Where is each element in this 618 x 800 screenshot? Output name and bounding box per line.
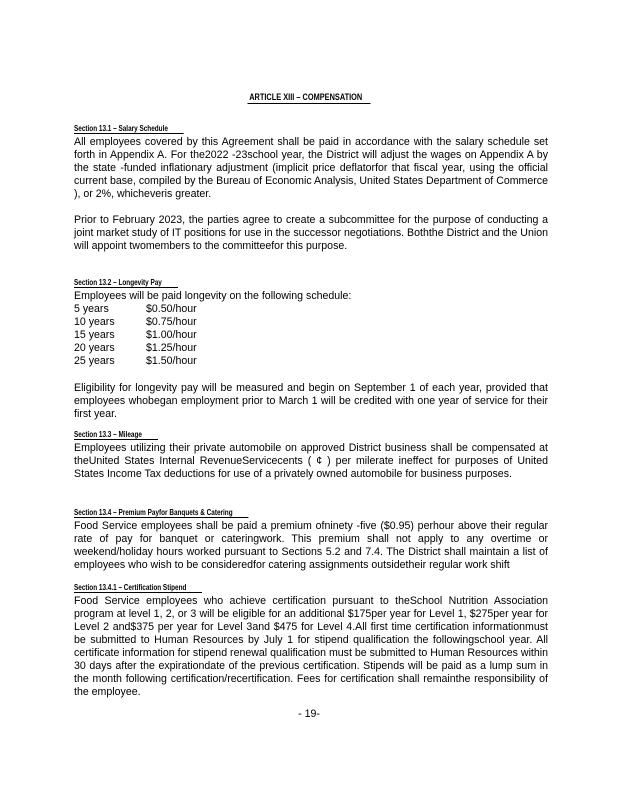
rate-cell: $0.50/hour: [146, 303, 197, 315]
section-certification-stipend: [74, 577, 548, 699]
article-title: ARTICLE XIII – COMPENSATION: [56, 92, 563, 104]
rate-cell: $1.50/hour: [146, 355, 197, 367]
section-premium-pay: [74, 502, 548, 572]
section-heading: Section 13.3 – Mileage: [74, 430, 158, 440]
table-row: [74, 329, 197, 342]
years-cell: 20 years: [74, 342, 115, 354]
section-heading: Section 13.4 – Premium Payfor Banquets & Catering: [74, 508, 249, 518]
paragraph: Employees will be paid longevity on the following schedule:: [74, 290, 352, 302]
section-heading: Section 13.1 – Salary Schedule: [74, 124, 184, 134]
years-cell: 5 years: [74, 303, 109, 315]
longevity-schedule-table: [74, 303, 197, 368]
section-heading: Section 13.4.1 – Certification Stipend: [74, 583, 202, 593]
years-cell: 10 years: [74, 316, 115, 328]
table-row: [74, 342, 197, 355]
paragraph: Employees utilizing their private automobile on approved District business shall be compensated at theUnited States Internal RevenueServicecents ( ¢ ) per milerate ineffect for purposes of United States Income Tax deductions for use of a privately owned automobile for business purposes.: [74, 442, 548, 480]
paragraph: Prior to February 2023, the parties agree to create a subcommittee for the purpose of conducting a joint market study of IT positions for use in the successor negotiations. Boththe District and the Union will appoint twomembers to the committeefor this purpose.: [74, 214, 548, 252]
rate-cell: $1.00/hour: [146, 329, 197, 341]
section-salary-schedule: [74, 118, 548, 253]
table-row: [74, 355, 197, 368]
paragraph: Eligibility for longevity pay will be measured and begin on September 1 of each year, provided that employees whobegan employment prior to March 1 will be credited with one year of service for their first year.: [74, 382, 548, 420]
paragraph: Food Service employees shall be paid a premium ofninety -five ($0.95) perhour above their regular rate of pay for banquet or cateringwork. This premium shall not apply to any overtime or weekend/holiday hours worked pursuant to Sections 5.2 and 7.4. The District shall maintain a list of employees who wish to be consideredfor catering assignments outsidetheir regular work shift: [74, 520, 548, 571]
section-heading: Section 13.2 – Longevity Pay: [74, 278, 178, 288]
rate-cell: $1.25/hour: [146, 342, 197, 354]
paragraph: Food Service employees who achieve certification pursuant to theSchool Nutrition Association program at level 1, 2, or 3 will be eligible for an additional $175per year for Level 1, $275per year for Level 2 and$375 per year for Level 3and $475 for Level 4.All first time certification informationmust be submitted to Human Resources by July 1 for stipend qualification the followingschool year. All certificate information for stipend renewal qualification must be submitted to Human Resources within 30 days after the expirationdate of the previous certification. Stipends will be paid as a lump sum in the month following certification/recertification. Fees for certification shall remainthe responsibility of the employee.: [74, 595, 549, 698]
years-cell: 25 years: [74, 355, 115, 367]
section-longevity-pay: [74, 272, 548, 421]
years-cell: 15 years: [74, 329, 115, 341]
paragraph: All employees covered by this Agreement shall be paid in accordance with the salary schedule set forth in Appendix A. For the2022 -23school year, the District will adjust the wages on Appendix A by the state -funded inflationary adjustment (implicit price deflatorfor that fiscal year, using the official current base, compiled by the Bureau of Economic Analysis, United States Department of Commerce ), or 2%, whicheveris greater.: [74, 136, 548, 200]
rate-cell: $0.75/hour: [146, 316, 197, 328]
section-mileage: [74, 424, 548, 481]
table-row: [74, 303, 197, 316]
page-number: - 19-: [298, 708, 320, 720]
table-row: [74, 316, 197, 329]
